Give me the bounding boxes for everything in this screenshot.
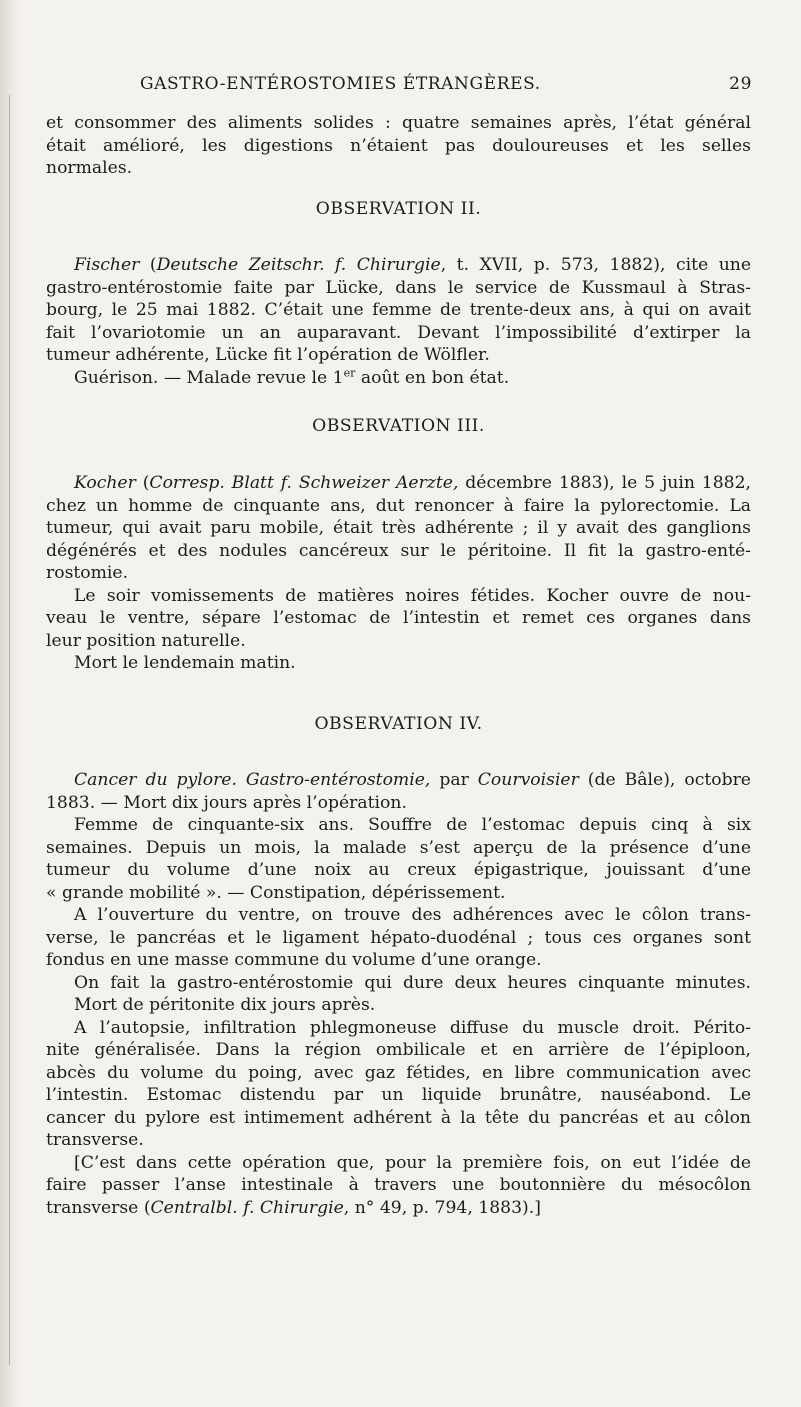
observation-4-heading-block (46, 713, 751, 736)
superscript: er (343, 365, 356, 379)
text-line: A l’autopsie, infiltration phlegmoneuse diffuse du muscle droit. Périto- (74, 1017, 751, 1038)
text-line: chez un homme de cinquante ans, dut renoncer à faire la pylorectomie. La (46, 495, 751, 516)
text-line: bourg, le 25 mai 1882. C’était une femme de trente-deux ans, à qui on avait (46, 300, 751, 320)
text-span: (de Bâle), octobre (578, 770, 751, 790)
text-line (46, 254, 751, 277)
section-heading: OBSERVATION II. (315, 199, 482, 219)
running-header (140, 74, 752, 100)
text-line: On fait la gastro-entérostomie qui dure deux heures cinquante minutes. (74, 972, 751, 993)
text-line: Le soir vomissements de matières noires fétides. Kocher ouvre de nou- (74, 585, 751, 606)
text-line: veau le ventre, sépare l’estomac de l’intestin et remet ces organes dans (46, 608, 751, 628)
text-line: l’intestin. Estomac distendu par un liquide brunâtre, nauséabond. Le (46, 1085, 751, 1105)
text-line: était amélioré, les digestions n’étaient pas douloureuses et les selles (46, 135, 751, 156)
text-span: par (430, 770, 478, 790)
text-line: [C’est dans cette opération que, pour la première fois, on eut l’idée de (74, 1152, 751, 1173)
text-line: dégénérés et des nodules cancéreux sur le péritoine. Il fit la gastro-enté- (46, 540, 751, 561)
intro-paragraph (46, 112, 751, 180)
observation-2-heading-block (46, 198, 751, 221)
citation-text: , t. XVII, p. 573, 1882), cite une (440, 255, 751, 275)
paren: ( (149, 255, 157, 275)
text-line: cancer du pylore est intimement adhérent à la tête du pancréas et au côlon (46, 1107, 751, 1128)
observation-2-body (46, 254, 751, 389)
author-name: Kocher (74, 473, 136, 493)
text-line: faire passer l’anse intestinale à travers une boutonnière du mésocôlon (46, 1175, 751, 1195)
text-line: gastro-entérostomie faite par Lücke, dans le service de Kussmaul à Stras- (46, 277, 751, 298)
text-line: A l’ouverture du ventre, on trouve des adhérences avec le côlon trans- (74, 905, 751, 925)
text-line: 1883. — Mort dix jours après l’opération. (46, 792, 407, 813)
text-line: et consommer des aliments solides : quatre semaines après, l’état général (46, 113, 751, 133)
journal-title: Deutsche Zeitschr. f. Chirurgie (156, 255, 441, 275)
text-line: fait l’ovariotomie un an auparavant. Devant l’impossibilité d’extirper la (46, 322, 751, 343)
text-line: rostomie. (46, 563, 129, 583)
text-span: , n° 49, p. 794, 1883).] (343, 1197, 541, 1218)
text-line: tumeur du volume d’une noix au creux épigastrique, jouissant d’une (46, 860, 751, 880)
text-line: Mort de péritonite dix jours après. (74, 995, 376, 1015)
text-line: nite généralisée. Dans la région ombilicale et en arrière de l’épiploon, (46, 1040, 751, 1060)
text-line: tumeur adhérente, Lücke fit l’opération de Wölfler. (46, 345, 490, 365)
text-line: normales. (46, 158, 133, 178)
text-line: abcès du volume du poing, avec gaz fétides, en libre communication avec (46, 1062, 751, 1083)
text-line: tumeur, qui avait paru mobile, était très adhérente ; il y avait des ganglions (46, 518, 751, 538)
observation-3-body (46, 472, 751, 675)
text-line: leur position naturelle. (46, 630, 246, 651)
text-span: transverse ( (46, 1197, 151, 1218)
text-line: « grande mobilité ». — Constipation, dépérissement. (46, 882, 506, 903)
section-heading: OBSERVATION III. (312, 416, 485, 436)
page-number: 29 (729, 74, 752, 94)
text-line: Mort le lendemain matin. (74, 653, 296, 673)
journal-title: Centralbl. f. Chirurgie (150, 1197, 344, 1218)
observation-4-body (46, 769, 751, 1219)
author-name: Fischer (74, 255, 140, 275)
text-line: transverse. (46, 1130, 144, 1150)
text-line: verse, le pancréas et le ligament hépato-duodénal ; tous ces organes sont (46, 927, 751, 948)
text-line (46, 472, 751, 495)
text-line (46, 367, 751, 390)
paren: ( (142, 473, 150, 493)
observation-3-heading-block (46, 415, 751, 438)
text-line: semaines. Depuis un mois, la malade s’est aperçu de la présence d’une (46, 837, 751, 858)
section-heading: OBSERVATION IV. (314, 714, 483, 734)
text-span: Guérison. — Malade revue le 1 (74, 367, 344, 388)
text-span: août en bon état. (355, 367, 510, 388)
binding-edge-line (9, 95, 10, 1365)
title-italic: Cancer du pylore. Gastro-entérostomie, (74, 770, 431, 790)
author-name: Courvoisier (477, 770, 579, 790)
running-title: GASTRO-ENTÉROSTOMIES ÉTRANGÈRES. (140, 74, 541, 94)
citation-text: décembre 1883), le 5 juin 1882, (458, 473, 752, 493)
journal-title: Corresp. Blatt f. Schweizer Aerzte, (149, 473, 459, 493)
text-line (46, 769, 751, 792)
text-line (46, 1197, 751, 1220)
text-line: Femme de cinquante-six ans. Souffre de l’estomac depuis cinq à six (74, 815, 751, 835)
text-line: fondus en une masse commune du volume d’une orange. (46, 950, 542, 970)
binding-gutter (0, 0, 22, 1407)
